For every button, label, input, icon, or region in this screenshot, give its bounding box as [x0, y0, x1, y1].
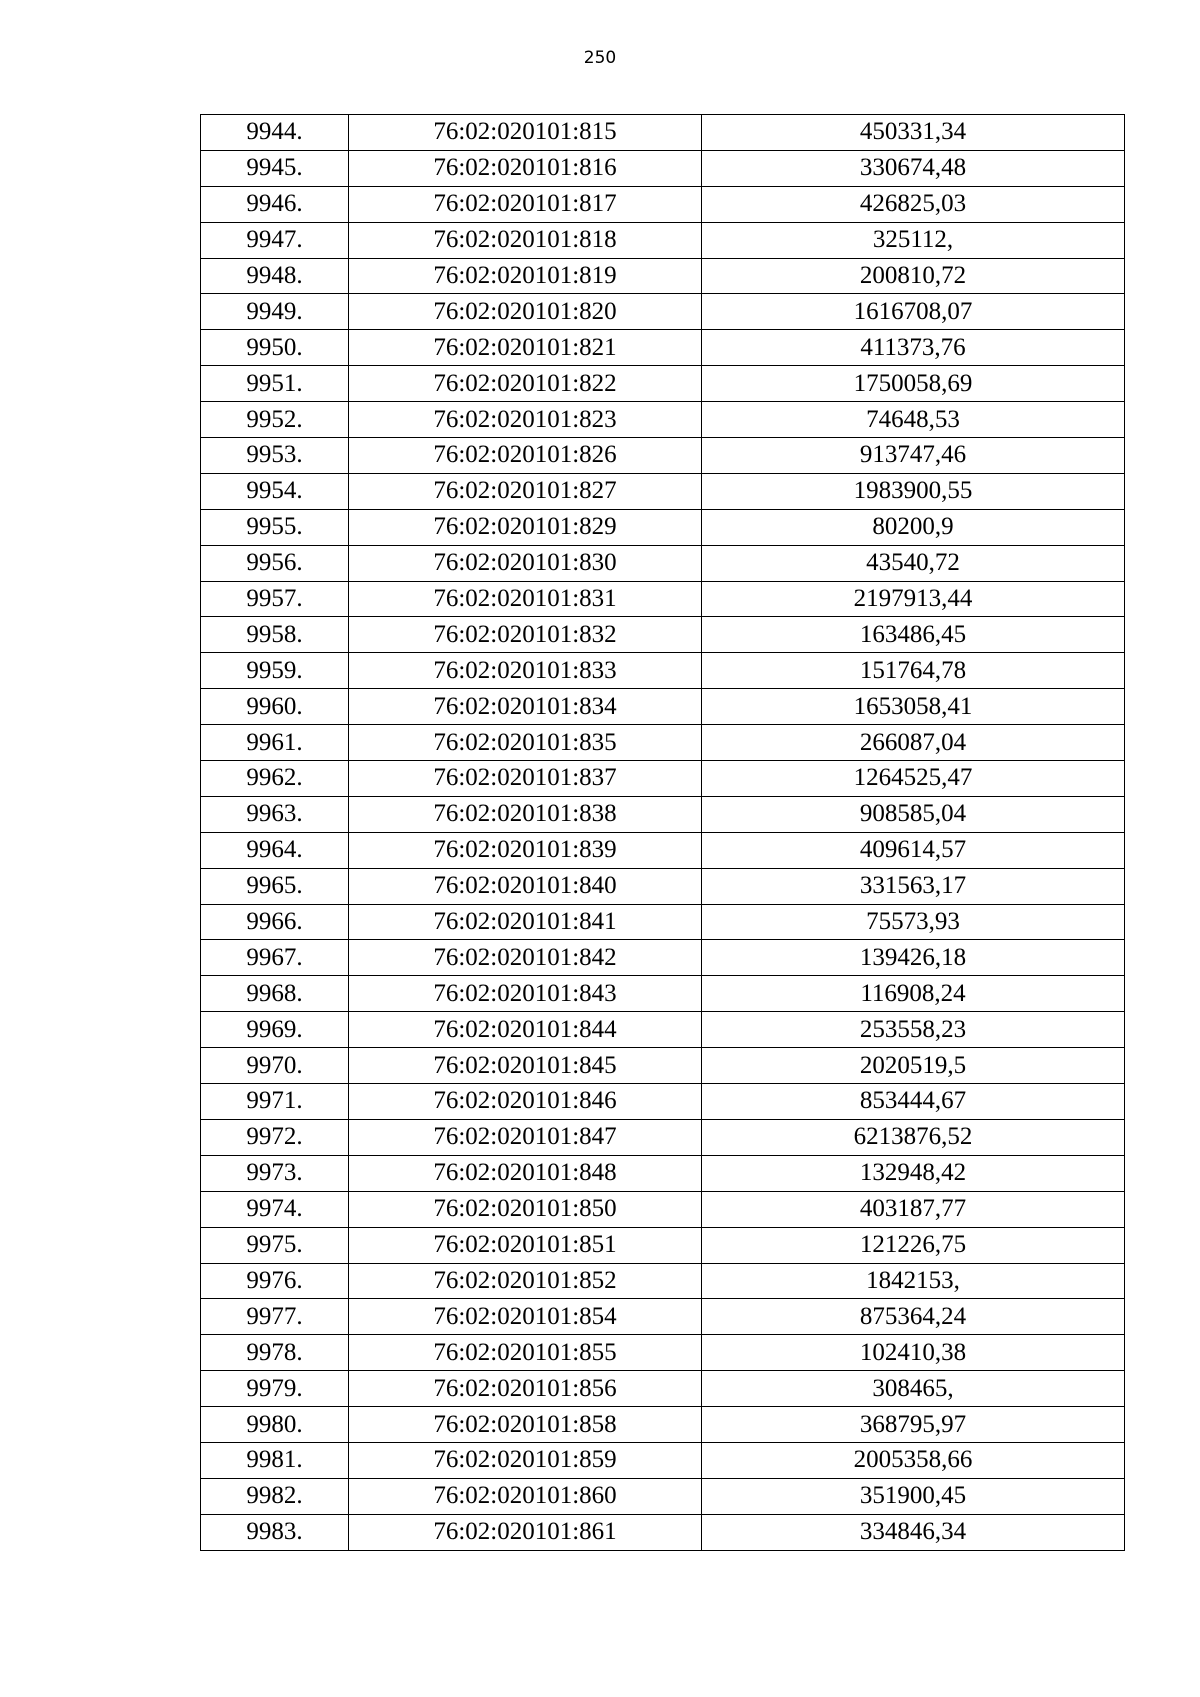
- row-number-cell: 9944.: [201, 115, 349, 151]
- cadastral-number-cell: 76:02:020101:831: [349, 581, 702, 617]
- row-number-cell: 9971.: [201, 1084, 349, 1120]
- row-number-cell: 9957.: [201, 581, 349, 617]
- table-row: [201, 1299, 1125, 1335]
- cadastral-value-cell: 908585,04: [702, 796, 1125, 832]
- row-number-cell: 9946.: [201, 186, 349, 222]
- cadastral-value-cell: 2020519,5: [702, 1048, 1125, 1084]
- table-row: [201, 1478, 1125, 1514]
- cadastral-number-cell: 76:02:020101:861: [349, 1514, 702, 1550]
- cadastral-number-cell: 76:02:020101:842: [349, 940, 702, 976]
- row-number-cell: 9965.: [201, 868, 349, 904]
- cadastral-value-cell: 2197913,44: [702, 581, 1125, 617]
- cadastral-number-cell: 76:02:020101:816: [349, 150, 702, 186]
- table-row: [201, 150, 1125, 186]
- cadastral-number-cell: 76:02:020101:833: [349, 653, 702, 689]
- cadastral-value-cell: 1750058,69: [702, 366, 1125, 402]
- row-number-cell: 9955.: [201, 509, 349, 545]
- table-row: [201, 438, 1125, 474]
- cadastral-value-cell: 325112,: [702, 222, 1125, 258]
- cadastral-number-cell: 76:02:020101:848: [349, 1155, 702, 1191]
- row-number-cell: 9954.: [201, 473, 349, 509]
- cadastral-value-cell: 853444,67: [702, 1084, 1125, 1120]
- table-row: [201, 330, 1125, 366]
- table-row: [201, 222, 1125, 258]
- cadastral-number-cell: 76:02:020101:832: [349, 617, 702, 653]
- cadastral-value-table: [200, 114, 1125, 1551]
- table-row: [201, 1191, 1125, 1227]
- cadastral-value-cell: 2005358,66: [702, 1442, 1125, 1478]
- row-number-cell: 9949.: [201, 294, 349, 330]
- cadastral-value-cell: 308465,: [702, 1371, 1125, 1407]
- cadastral-number-cell: 76:02:020101:818: [349, 222, 702, 258]
- table-row: [201, 832, 1125, 868]
- cadastral-number-cell: 76:02:020101:843: [349, 976, 702, 1012]
- table-row: [201, 1442, 1125, 1478]
- cadastral-value-cell: 426825,03: [702, 186, 1125, 222]
- table-row: [201, 581, 1125, 617]
- table-row: [201, 1227, 1125, 1263]
- row-number-cell: 9979.: [201, 1371, 349, 1407]
- cadastral-number-cell: 76:02:020101:817: [349, 186, 702, 222]
- cadastral-number-cell: 76:02:020101:829: [349, 509, 702, 545]
- cadastral-number-cell: 76:02:020101:838: [349, 796, 702, 832]
- row-number-cell: 9982.: [201, 1478, 349, 1514]
- cadastral-value-cell: 403187,77: [702, 1191, 1125, 1227]
- table-row: [201, 904, 1125, 940]
- cadastral-value-cell: 1842153,: [702, 1263, 1125, 1299]
- table-body: [201, 115, 1125, 1551]
- row-number-cell: 9973.: [201, 1155, 349, 1191]
- row-number-cell: 9981.: [201, 1442, 349, 1478]
- row-number-cell: 9980.: [201, 1407, 349, 1443]
- cadastral-value-cell: 1653058,41: [702, 689, 1125, 725]
- row-number-cell: 9962.: [201, 761, 349, 797]
- table-row: [201, 1335, 1125, 1371]
- table-row: [201, 1012, 1125, 1048]
- cadastral-number-cell: 76:02:020101:860: [349, 1478, 702, 1514]
- cadastral-number-cell: 76:02:020101:822: [349, 366, 702, 402]
- cadastral-value-cell: 331563,17: [702, 868, 1125, 904]
- cadastral-number-cell: 76:02:020101:827: [349, 473, 702, 509]
- cadastral-value-cell: 266087,04: [702, 725, 1125, 761]
- cadastral-value-cell: 80200,9: [702, 509, 1125, 545]
- cadastral-number-cell: 76:02:020101:821: [349, 330, 702, 366]
- cadastral-number-cell: 76:02:020101:859: [349, 1442, 702, 1478]
- cadastral-number-cell: 76:02:020101:815: [349, 115, 702, 151]
- cadastral-number-cell: 76:02:020101:844: [349, 1012, 702, 1048]
- table-row: [201, 689, 1125, 725]
- cadastral-number-cell: 76:02:020101:834: [349, 689, 702, 725]
- table-row: [201, 402, 1125, 438]
- row-number-cell: 9963.: [201, 796, 349, 832]
- row-number-cell: 9956.: [201, 545, 349, 581]
- cadastral-number-cell: 76:02:020101:823: [349, 402, 702, 438]
- cadastral-value-cell: 151764,78: [702, 653, 1125, 689]
- cadastral-number-cell: 76:02:020101:852: [349, 1263, 702, 1299]
- table-row: [201, 940, 1125, 976]
- cadastral-value-cell: 409614,57: [702, 832, 1125, 868]
- cadastral-number-cell: 76:02:020101:830: [349, 545, 702, 581]
- row-number-cell: 9950.: [201, 330, 349, 366]
- cadastral-value-cell: 330674,48: [702, 150, 1125, 186]
- row-number-cell: 9958.: [201, 617, 349, 653]
- table-row: [201, 1084, 1125, 1120]
- cadastral-number-cell: 76:02:020101:839: [349, 832, 702, 868]
- table-row: [201, 294, 1125, 330]
- row-number-cell: 9970.: [201, 1048, 349, 1084]
- row-number-cell: 9969.: [201, 1012, 349, 1048]
- cadastral-value-cell: 139426,18: [702, 940, 1125, 976]
- row-number-cell: 9975.: [201, 1227, 349, 1263]
- row-number-cell: 9977.: [201, 1299, 349, 1335]
- cadastral-value-cell: 121226,75: [702, 1227, 1125, 1263]
- table-row: [201, 868, 1125, 904]
- table-row: [201, 617, 1125, 653]
- table-row: [201, 1155, 1125, 1191]
- cadastral-number-cell: 76:02:020101:826: [349, 438, 702, 474]
- row-number-cell: 9960.: [201, 689, 349, 725]
- cadastral-number-cell: 76:02:020101:846: [349, 1084, 702, 1120]
- table-row: [201, 509, 1125, 545]
- table-row: [201, 796, 1125, 832]
- cadastral-number-cell: 76:02:020101:840: [349, 868, 702, 904]
- cadastral-value-cell: 75573,93: [702, 904, 1125, 940]
- cadastral-value-cell: 6213876,52: [702, 1119, 1125, 1155]
- row-number-cell: 9961.: [201, 725, 349, 761]
- cadastral-number-cell: 76:02:020101:841: [349, 904, 702, 940]
- table-row: [201, 725, 1125, 761]
- row-number-cell: 9966.: [201, 904, 349, 940]
- table-row: [201, 1263, 1125, 1299]
- table-row: [201, 1514, 1125, 1550]
- cadastral-value-cell: 368795,97: [702, 1407, 1125, 1443]
- table-row: [201, 366, 1125, 402]
- table-row: [201, 258, 1125, 294]
- cadastral-number-cell: 76:02:020101:850: [349, 1191, 702, 1227]
- table-row: [201, 1048, 1125, 1084]
- table-row: [201, 761, 1125, 797]
- cadastral-value-cell: 1264525,47: [702, 761, 1125, 797]
- table-row: [201, 473, 1125, 509]
- row-number-cell: 9972.: [201, 1119, 349, 1155]
- cadastral-value-cell: 913747,46: [702, 438, 1125, 474]
- cadastral-number-cell: 76:02:020101:819: [349, 258, 702, 294]
- cadastral-value-cell: 411373,76: [702, 330, 1125, 366]
- cadastral-value-cell: 43540,72: [702, 545, 1125, 581]
- cadastral-number-cell: 76:02:020101:854: [349, 1299, 702, 1335]
- row-number-cell: 9947.: [201, 222, 349, 258]
- table-row: [201, 186, 1125, 222]
- cadastral-value-cell: 351900,45: [702, 1478, 1125, 1514]
- cadastral-value-cell: 132948,42: [702, 1155, 1125, 1191]
- cadastral-number-cell: 76:02:020101:847: [349, 1119, 702, 1155]
- row-number-cell: 9983.: [201, 1514, 349, 1550]
- cadastral-number-cell: 76:02:020101:837: [349, 761, 702, 797]
- cadastral-number-cell: 76:02:020101:820: [349, 294, 702, 330]
- cadastral-number-cell: 76:02:020101:858: [349, 1407, 702, 1443]
- row-number-cell: 9959.: [201, 653, 349, 689]
- cadastral-number-cell: 76:02:020101:845: [349, 1048, 702, 1084]
- cadastral-value-cell: 875364,24: [702, 1299, 1125, 1335]
- table-row: [201, 653, 1125, 689]
- cadastral-value-cell: 102410,38: [702, 1335, 1125, 1371]
- row-number-cell: 9978.: [201, 1335, 349, 1371]
- cadastral-number-cell: 76:02:020101:855: [349, 1335, 702, 1371]
- row-number-cell: 9951.: [201, 366, 349, 402]
- row-number-cell: 9974.: [201, 1191, 349, 1227]
- table-row: [201, 1407, 1125, 1443]
- cadastral-value-cell: 163486,45: [702, 617, 1125, 653]
- row-number-cell: 9967.: [201, 940, 349, 976]
- cadastral-value-cell: 253558,23: [702, 1012, 1125, 1048]
- row-number-cell: 9952.: [201, 402, 349, 438]
- row-number-cell: 9964.: [201, 832, 349, 868]
- row-number-cell: 9945.: [201, 150, 349, 186]
- table-row: [201, 976, 1125, 1012]
- cadastral-number-cell: 76:02:020101:856: [349, 1371, 702, 1407]
- row-number-cell: 9976.: [201, 1263, 349, 1299]
- cadastral-value-cell: 334846,34: [702, 1514, 1125, 1550]
- table-row: [201, 1119, 1125, 1155]
- cadastral-number-cell: 76:02:020101:835: [349, 725, 702, 761]
- cadastral-value-cell: 1983900,55: [702, 473, 1125, 509]
- cadastral-value-cell: 74648,53: [702, 402, 1125, 438]
- row-number-cell: 9968.: [201, 976, 349, 1012]
- cadastral-value-cell: 450331,34: [702, 115, 1125, 151]
- cadastral-value-cell: 200810,72: [702, 258, 1125, 294]
- row-number-cell: 9953.: [201, 438, 349, 474]
- cadastral-value-cell: 116908,24: [702, 976, 1125, 1012]
- table-row: [201, 1371, 1125, 1407]
- page-number: 250: [583, 48, 617, 68]
- row-number-cell: 9948.: [201, 258, 349, 294]
- cadastral-number-cell: 76:02:020101:851: [349, 1227, 702, 1263]
- table-row: [201, 545, 1125, 581]
- table-row: [201, 115, 1125, 151]
- cadastral-value-cell: 1616708,07: [702, 294, 1125, 330]
